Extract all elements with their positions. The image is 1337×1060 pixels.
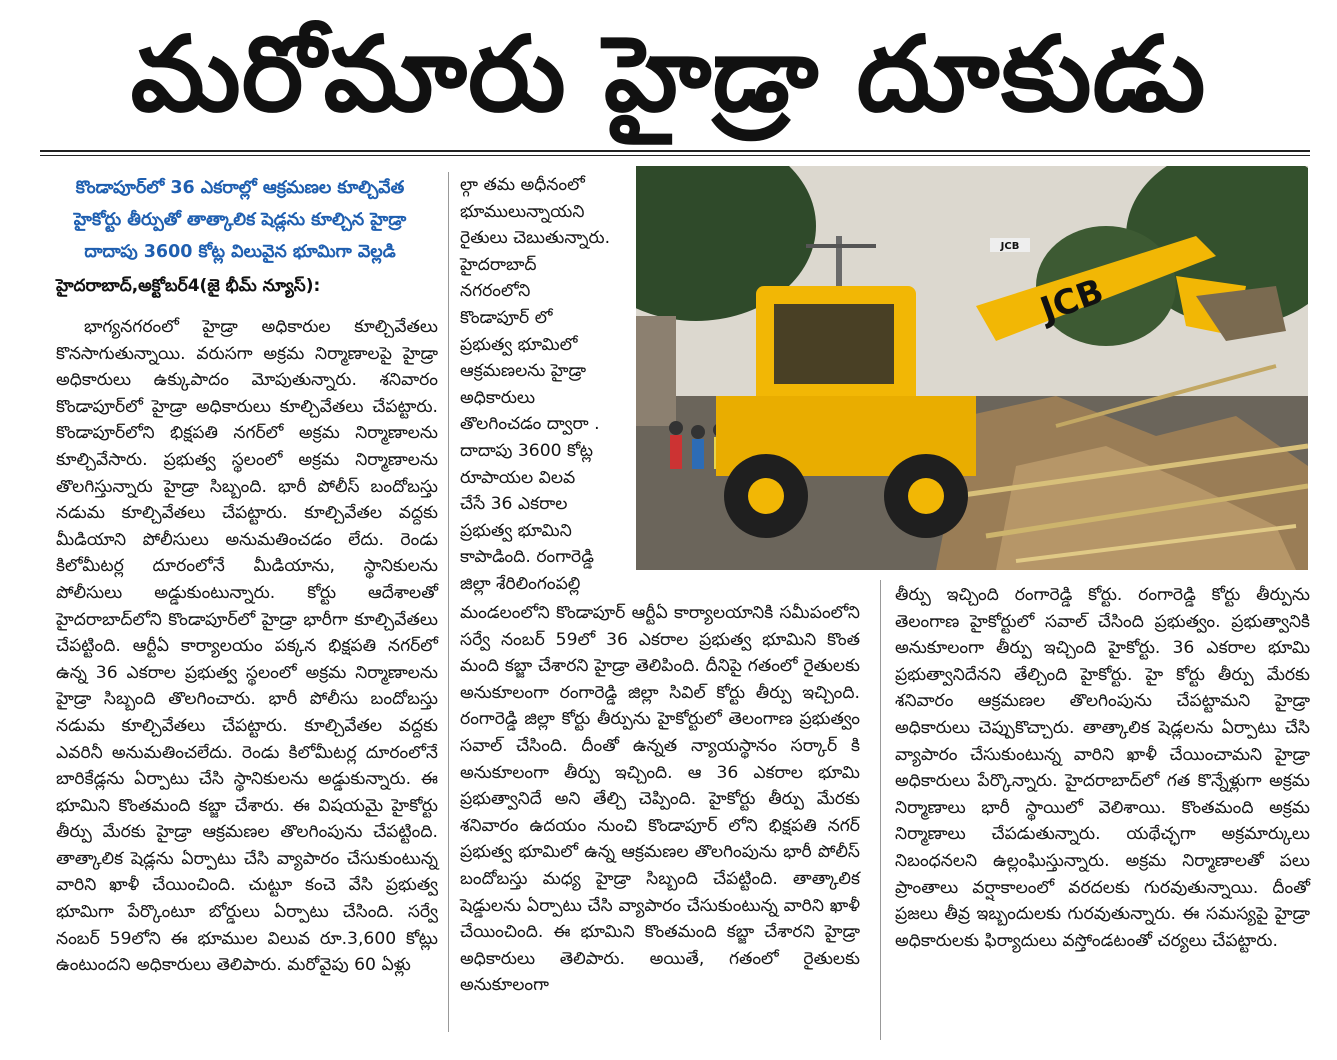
article-paragraph: భాగ్యనగరంలో హైడ్రా అధికారుల కూల్చివేతలు కొనసాగుతున్నాయి. వరుసగా అక్రమ నిర్మాణాలపై హైడ్రా అధికారులు ఉక్కుపాదం మోపుతున్నారు. శనివారం కొండాపూర్‌లో హైడ్రా అధికారులు కూల్చివేతలు చేపట్టారు. కొండాపూర్‌లోని భిక్షపతి నగర్‌లో అక్రమ నిర్మాణాలను కూల్చివేసారు. ప్రభుత్వ స్థలంలో అక్రమ నిర్మాణాలను తొలగిస్తున్నారు హైడ్రా సిబ్బంది. భారీ పోలీస్ బందోబస్తు నడుమ కూల్చివేతలు చేపట్టారు. కూల్చివేతల వద్దకు మీడియాని పోలీసులు అనుమతించడం లేదు. రెండు కిలోమీటర్ల దూరంలోనే మీడియాను, స్థానికులను పోలీసులు అడ్డుకుంటున్నారు. కోర్టు ఆదేశాలతో హైదరాబాద్‌లోని కొండాపూర్‌లో హైడ్రా భారీగా కూల్చివేతలు చేపట్టింది. ఆర్టీఏ కార్యాలయం పక్కన భిక్షపతి నగర్‌లో ఉన్న 36 ఎకరాల ప్రభుత్వ స్థలంలో అక్రమ నిర్మాణాలను హైడ్రా సిబ్బంది తొలగించారు. భారీ పోలీసు బందోబస్తు నడుమ కూల్చివేతలు చేపట్టారు. కూల్చివేతల వద్దకు ఎవరినీ అనుమతించలేదు. రెండు కిలోమీటర్ల దూరంలోనే బారికేడ్లను ఏర్పాటు చేసి స్థానికులను అడ్డుకున్నారు. ఈ భూమిని కొంతమంది కబ్జా చేశారు. ఈ విషయమై హైకోర్టు తీర్పు మేరకు హైడ్రా ఆక్రమణల తొలగింపును చేపట్టింది. తాత్కాలిక షెడ్లను ఏర్పాటు చేసి వ్యాపారం చేసుకుంటున్న వారిని ఖాళీ చేయించింది. చుట్టూ కంచె వేసి ప్రభుత్వ భూమిగా పేర్కొంటూ బోర్డులు ఏర్పాటు చేసింది. సర్వే నంబర్ 59లోని ఈ భూముల విలువ రూ.3,600 కోట్లు ఉంటుందని అధికారులు తెలిపారు. మరోవైపు 60 ఏళ్లు	[56, 317, 438, 976]
article-line: ల్గా తమ అధీనంలో	[460, 175, 585, 195]
subheading: హైకోర్టు తీర్పుతో తాత్కాలిక షెడ్లను కూల్చిన హైడ్రా	[73, 210, 407, 230]
article-line: దాదాపు 3600 కోట్ల	[460, 440, 594, 461]
excavator-brand-label: JCB	[1035, 271, 1109, 331]
article-line: జిల్లా శేరిలింగంపల్లి	[460, 573, 581, 594]
column-divider	[448, 172, 449, 1032]
subheading: కొండాపూర్‌లో 36 ఎకరాల్లో ఆక్రమణల కూల్చివేత	[75, 178, 405, 198]
article-line: ప్రభుత్వ భూమిని	[460, 520, 572, 541]
cab-badge-label: JCB	[1000, 241, 1020, 252]
news-photo-excavator	[636, 166, 1308, 570]
article-line: హైదరాబాద్	[460, 254, 537, 275]
excavator-hub	[748, 478, 784, 514]
article-line: రైతులు చెబుతున్నారు.	[460, 228, 611, 249]
building-left	[636, 316, 676, 426]
article-line: తొలగించడం ద్వారా .	[460, 414, 600, 435]
dateline: హైదరాబాద్,అక్టోబర్4(జై భీమ్ న్యూస్):	[56, 276, 321, 296]
excavator-hub	[908, 478, 944, 514]
article-line: రూపాయల విలవ	[460, 467, 576, 488]
article-column-1	[56, 314, 438, 979]
subheading: దాదాపు 3600 కోట్ల విలువైన భూమిగా వెల్లడి	[84, 242, 396, 262]
article-column-3	[895, 582, 1310, 954]
subheadings	[40, 172, 440, 268]
article-line: భూములున్నాయని	[460, 201, 585, 222]
photo-illustration	[636, 166, 1308, 570]
article-paragraph: తీర్పు ఇచ్చింది రంగారెడ్డి కోర్టు. రంగారెడ్డి కోర్టు తీర్పును తెలంగాణ హైకోర్టులో సవాల్ చేసింది ప్రభుత్వం. ప్రభుత్వానికి అనుకూలంగా తీర్పు ఇచ్చింది హైకోర్టు. 36 ఎకరాల భూమి ప్రభుత్వానిదేనని తేల్చింది హైకోర్టు. హై కోర్టు తీర్పు మేరకు శనివారం ఆక్రమణల తొలగింపును చేపట్టామని హైడ్రా అధికారులు చెప్పుకొచ్చారు. తాత్కాలిక షెడ్లలను ఏర్పాటు చేసి వ్యాపారం చేసుకుంటున్న వారిని ఖాళీ చేయించామని హైడ్రా అధికారులు పేర్కొన్నారు. హైదరాబాద్‌లో గత కొన్నేళ్లుగా అక్రమ నిర్మాణాలు భారీ స్థాయిలో వెలిశాయి. కొంతమంది అక్రమ నిర్మాణాలు చేపడుతున్నారు. యథేచ్ఛగా అక్రమార్కులు నిబంధనలని ఉల్లంఘిస్తున్నారు. అక్రమ నిర్మాణాలతో పలు ప్రాంతాలు వర్షాకాలంలో వరదలకు గురవుతున్నాయి. దీంతో ప్రజలు తీవ్ర ఇబ్బందులకు గురవుతున్నారు. ఈ సమస్యపై హైడ్రా అధికారులకు ఫిర్యాదులు వస్తోండటంతో చర్యలు చేపట్టారు.	[895, 585, 1310, 951]
article-line: చేసే 36 ఎకరాల	[460, 494, 568, 515]
headline-rule-top	[40, 150, 1310, 152]
article-line: నగరంలోని	[460, 281, 531, 302]
article-line: అధికారులు	[460, 387, 536, 408]
headline: మరోమారు హైడ్రా దూకుడు	[130, 13, 1207, 135]
article-column-2-top	[460, 172, 620, 598]
article-column-2-bottom	[460, 600, 860, 999]
article-line: కొండాపూర్ లో	[460, 307, 553, 328]
article-line: ఆక్రమణలను హైడ్రా	[460, 361, 587, 382]
cab-window	[774, 304, 894, 384]
article-paragraph: మండలంలోని కొండాపూర్ ఆర్టీఏ కార్యాలయానికి సమీపంలోని సర్వే నంబర్ 59లో 36 ఎకరాల ప్రభుత్వ భూమిని కొంత మంది కబ్జా చేశారని హైడ్రా తెలిపింది. దీనిపై గతంలో రైతులకు అనుకూలంగా రంగారెడ్డి జిల్లా సివిల్ కోర్టు తీర్పు ఇచ్చింది. రంగారెడ్డి జిల్లా కోర్టు తీర్పును హైకోర్టులో తెలంగాణ ప్రభుత్వం సవాల్ చేసింది. దీంతో ఉన్నత న్యాయస్థానం సర్కార్ కి అనుకూలంగా తీర్పు ఇచ్చింది. ఆ 36 ఎకరాల భూమి ప్రభుత్వానిదే అని తేల్చి చెప్పింది. హైకోర్టు తీర్పు మేరకు శనివారం ఉదయం నుంచి కొండాపూర్ లోని భిక్షపతి నగర్ ప్రభుత్వ భూమిలో ఉన్న ఆక్రమణల తొలగింపును భారీ పోలీస్ బందోబస్తు మధ్య హైడ్రా సిబ్బంది చేపట్టింది. తాత్కాలిక షెడ్డులను ఏర్పాటు చేసి వ్యాపారం చేసుకుంటున్న వారిని ఖాళీ చేయించింది. ఈ భూమిని కొంతమంది కబ్జా చేశారని హైడ్రా అధికారులు తెలిపారు. అయితే, గతంలో రైతులకు అనుకూలంగా	[460, 603, 860, 996]
article-line: ప్రభుత్వ భూమిలో	[460, 334, 578, 355]
column-divider	[880, 580, 881, 1040]
article-line: కాపాడింది. రంగారెడ్డి	[460, 547, 594, 568]
headline-rule-bottom	[40, 155, 1310, 156]
